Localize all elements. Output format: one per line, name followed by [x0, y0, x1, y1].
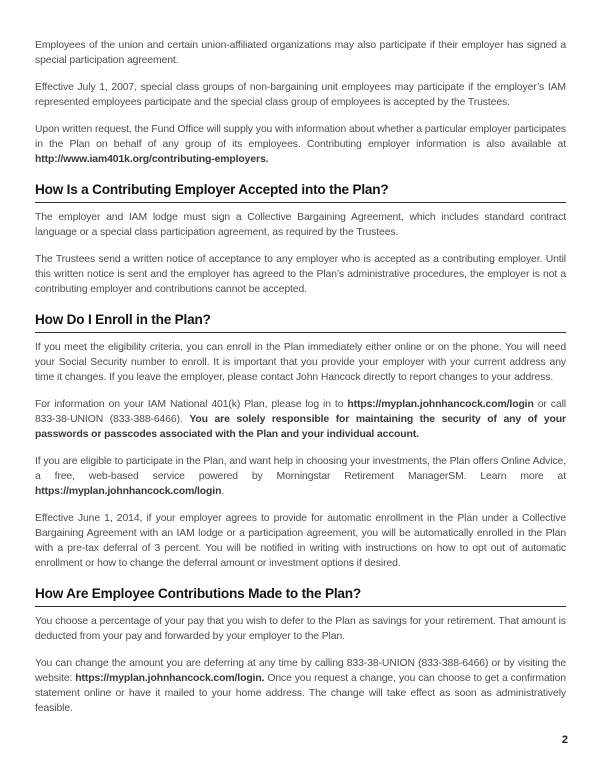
paragraph-text: If you are eligible to participate in the Plan, and want help in choosing your investments, the Plan offers Online Advice, a free, web-based service powered by Morningstar Retirement ManagerSM. Learn more at [35, 456, 566, 482]
section-heading-enroll: How Do I Enroll in the Plan? [35, 312, 566, 333]
paragraph [35, 252, 566, 297]
paragraph-text: If you meet the eligibility criteria, you can enroll in the Plan immediately either online or on the phone. You will need your Social Security number to enroll. It is important that you provide your employer with your current address any time it changes. If you leave the employer, please contact John Hancock directly to report changes to your address. [35, 342, 566, 383]
paragraph [35, 80, 566, 110]
paragraph-text: You can change the amount you are deferring at any time by calling 833-38-UNION (833-388-6466) or by visiting the website: [35, 658, 566, 684]
paragraph [35, 511, 566, 571]
paragraph-text: or call 833-38-UNION (833-388-6466). [35, 399, 566, 425]
paragraph [35, 454, 566, 499]
url-text: https://myplan.johnhancock.com/login [347, 399, 534, 410]
paragraph-text: The Trustees send a written notice of acceptance to any employer who is accepted as a contributing employer. Until this written notice is sent and the employer has agreed to the Plan’s administrative procedures, the employer is not a contributing employer and contributions cannot be accepted. [35, 254, 566, 295]
url-text: https://myplan.johnhancock.com/login [35, 486, 222, 497]
section-heading-employee-contributions: How Are Employee Contributions Made to the Plan? [35, 586, 566, 607]
paragraph-text: The employer and IAM lodge must sign a Collective Bargaining Agreement, which includes standard contract language or a special class participation agreement, as required by the Trustees. [35, 212, 566, 238]
paragraph [35, 210, 566, 240]
url-text: https://myplan.johnhancock.com/login. [75, 673, 265, 684]
paragraph-text: Employees of the union and certain union-affiliated organizations may also participate if their employer has signed a special participation agreement. [35, 40, 566, 66]
paragraph [35, 656, 566, 716]
paragraph [35, 38, 566, 68]
paragraph-text: Effective June 1, 2014, if your employer agrees to provide for automatic enrollment in the Plan under a Collective Bargaining Agreement with an IAM lodge or a participation agreement, you will be automatically enrolled in the Plan with a pre-tax deferral of 3 percent. You will be notified in writing with instructions on how to opt out of automatic enrollment or how to change the deferral amount or investment options if desired. [35, 513, 566, 569]
bold-emphasis-text: You are solely responsible for maintaining the security of any of your passwords or passcodes associated with the Plan and your individual account. [35, 414, 566, 440]
paragraph [35, 397, 566, 442]
page-content [35, 38, 566, 728]
paragraph-text: You choose a percentage of your pay that you wish to defer to the Plan as savings for your retirement. That amount is deducted from your pay and forwarded by your employer to the Plan. [35, 616, 566, 642]
paragraph [35, 614, 566, 644]
section-heading-contributing-employer: How Is a Contributing Employer Accepted into the Plan? [35, 182, 566, 203]
paragraph-text: Effective July 1, 2007, special class groups of non-bargaining unit employees may participate if the employer’s IAM represented employees participate and the special class group of employees is accepted by the Trustees. [35, 82, 566, 108]
paragraph [35, 122, 566, 167]
paragraph-text: . [221, 486, 225, 497]
paragraph-text: For information on your IAM National 401(k) Plan, please log in to [35, 399, 348, 410]
page-number: 2 [561, 734, 568, 746]
paragraph-text: Upon written request, the Fund Office will supply you with information about whether a particular employer participates in the Plan on behalf of any group of its employees. Contributing employer information is also available at [35, 124, 566, 150]
url-text: http://www.iam401k.org/contributing-employers. [35, 154, 269, 165]
paragraph-text: Once you request a change, you can choose to get a confirmation statement online or have it mailed to your home address. The change will take effect as soon as administratively feasible. [35, 673, 566, 714]
paragraph [35, 340, 566, 385]
